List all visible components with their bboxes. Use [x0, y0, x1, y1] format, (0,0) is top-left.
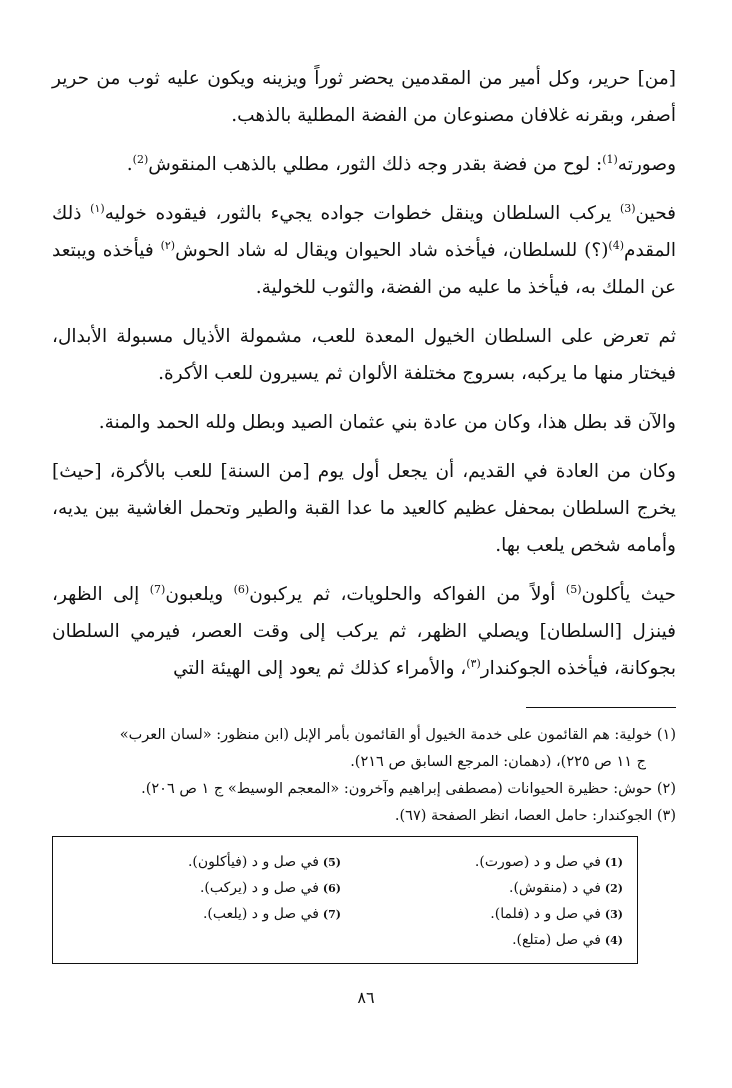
body-paragraph: حيث يأكلون$^{(5)}$ أولاً من الفواكه والحلويات، ثم يركبون$^{(6)}$ ويلعبون$^{(7)}$ إلى الظهر، فينزل [السلطان] ويصلي الظهر، ثم يركب إلى وقت العصر، فيرمي السلطان بجوكانة، فيأخذه الجوكندار$^{(٣)}$، والأمراء كذلك ثم يعود إلى الهيئة التي — [52, 582, 676, 679]
body-paragraph: فحين$^{(3)}$ يركب السلطان وينقل خطوات جواده يجيء بالثور، فيقوده خوليه$^{(١)}$ ذلك المقدم$^{(4)}$(؟) للسلطان، فيأخذه شاد الحيوان ويقال له شاد الحوش$^{(٢)}$ فيأخذه ويبتعد عن الملك به، فيأخذ ما عليه من الفضة، والثوب للخولية. — [52, 201, 677, 298]
variant-note-ref: (7) — [149, 582, 166, 596]
manuscript-variants-box — [52, 836, 638, 964]
variant-item: (4)في صل (متلع). — [512, 932, 623, 948]
footnote-continuation: ج ١١ ص ٢٢٥)، (دهمان: المرجع السابق ص ٢١٦). — [350, 754, 646, 770]
footnote-divider — [526, 707, 676, 708]
variant-item: (5)في صل و د (فيأكلون). — [187, 854, 341, 870]
variants-column — [353, 849, 623, 953]
variants-column — [71, 849, 341, 927]
body-paragraph: [من] حرير، وكل أمير من المقدمين يحضر ثوراً ويزينه ويكون عليه ثوب من حرير أصفر، وبقرنه غلافان مصنوعان من الفضة المطلية بالذهب. — [52, 68, 676, 126]
variant-item: (6)في صل و د (يركب). — [199, 880, 341, 896]
body-paragraph: وصورته$^{(1)}$: لوح من فضة بقدر وجه ذلك الثور، مطلي بالذهب المنقوش$^{(2)}$. — [126, 152, 676, 175]
footnote: (٣) الجوكندار: حامل العصا، انظر الصفحة (٦٧). — [394, 808, 676, 824]
variant-note-ref: (3) — [619, 201, 636, 215]
variant-note-ref: (6) — [233, 582, 250, 596]
variant-note-ref: (4) — [608, 238, 625, 252]
variant-note-ref: (2) — [132, 152, 149, 166]
variant-item: (1)في صل و د (صورت). — [474, 854, 623, 870]
footnote-ref: (١) — [90, 201, 105, 215]
footnote-ref: (٣) — [466, 656, 481, 670]
footnote-ref: (٢) — [160, 238, 176, 252]
variant-note-ref: (5) — [565, 582, 582, 596]
footnotes — [52, 722, 676, 830]
footnote: (٢) حوش: حظيرة الحيوانات (مصطفى إبراهيم وآخرون: «المعجم الوسيط» ج ١ ص ٢٠٦). — [141, 781, 676, 797]
body-paragraph: ثم تعرض على السلطان الخيول المعدة للعب، مشمولة الأذيال مسبولة الأبدال، فيختار منها ما يركبه، بسروج مختلفة الألوان ثم يسيرون للعب الأكرة. — [52, 326, 676, 384]
variant-item: (3)في صل و د (فلما). — [490, 906, 623, 922]
page-number: ٨٦ — [357, 988, 375, 1007]
variant-item: (2)في د (منقوش). — [509, 880, 623, 896]
body-paragraph: وكان من العادة في القديم، أن يجعل أول يوم [من السنة] للعب بالأكرة، [حيث] يخرج السلطان بمحفل عظيم كالعيد ما عدا القبة والطير وتحمل الغاشية بين يديه، وأمامه شخص يلعب بها. — [52, 461, 676, 556]
variant-note-ref: (1) — [602, 152, 618, 166]
footnote: (١) خولية: هم القائمون على خدمة الخيول أو القائمون بأمر الإبل (ابن منظور: «لسان العرب» — [119, 727, 676, 743]
page-content — [52, 60, 676, 830]
variant-item: (7)في صل و د (يلعب). — [202, 906, 341, 922]
body-paragraph: والآن قد بطل هذا، وكان من عادة بني عثمان الصيد وبطل ولله الحمد والمنة. — [98, 412, 676, 433]
